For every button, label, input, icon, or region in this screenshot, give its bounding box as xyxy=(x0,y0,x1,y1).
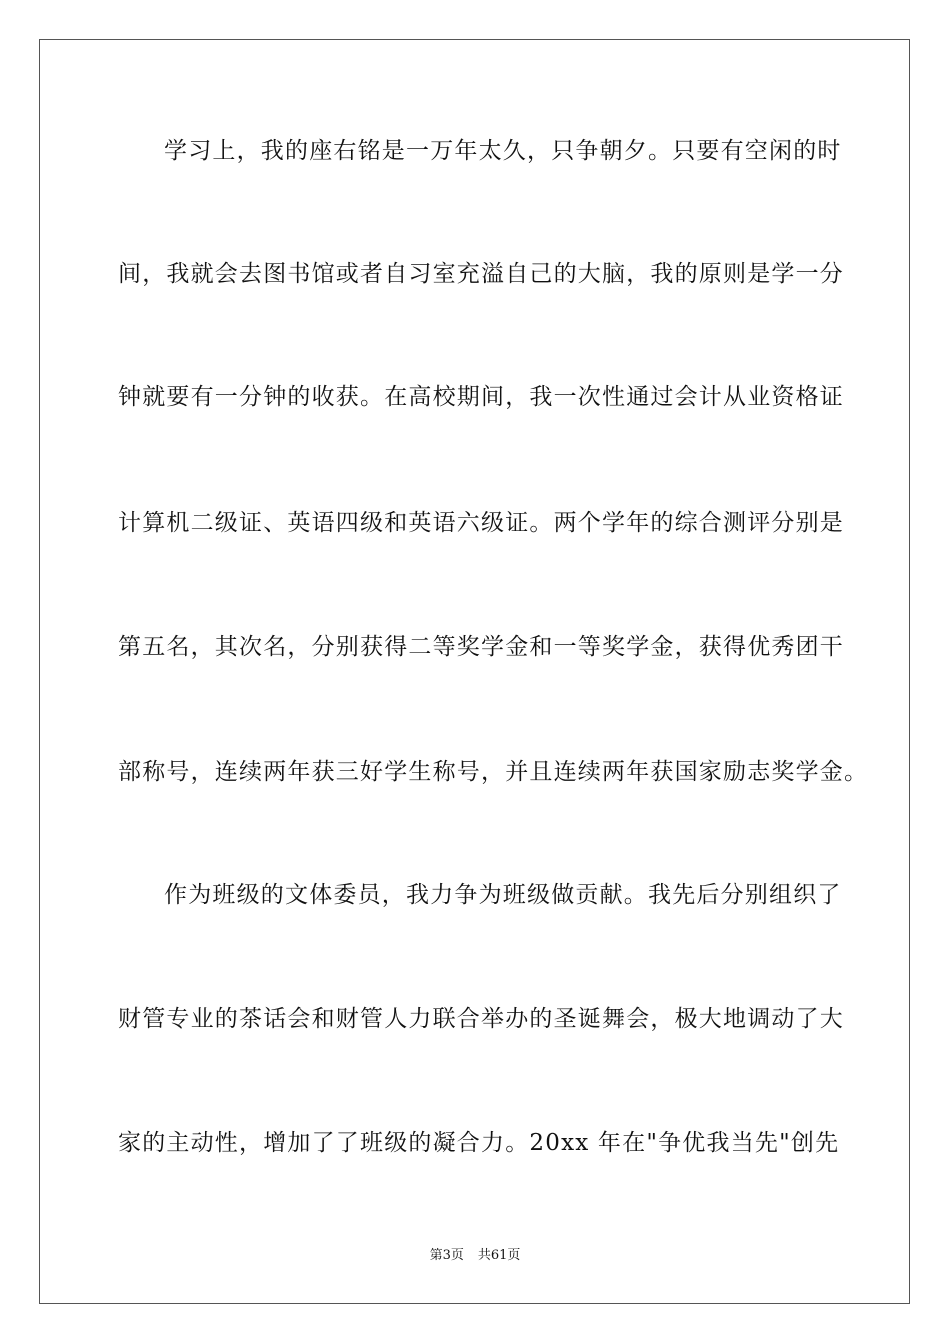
paragraph-1-line-2: 间，我就会去图书馆或者自习室充溢自己的大脑，我的原则是学一分 xyxy=(118,261,844,287)
paragraph-1-line-6: 部称号，连续两年获三好学生称号，并且连续两年获国家励志奖学金。 xyxy=(118,759,869,785)
paragraph-2-line-2: 财管专业的茶话会和财管人力联合举办的圣诞舞会，极大地调动了大 xyxy=(118,1006,844,1032)
page-number: 第3页 xyxy=(429,1248,464,1263)
paragraph-1-line-5: 第五名，其次名，分别获得二等奖学金和一等奖学金，获得优秀团干 xyxy=(118,634,844,660)
paragraph-1-line-1: 学习上，我的座右铭是一万年太久，只争朝夕。只要有空闲的时 xyxy=(164,138,842,164)
page-footer xyxy=(0,1247,950,1265)
total-pages: 共61页 xyxy=(477,1248,521,1263)
paragraph-1-line-4: 计算机二级证、英语四级和英语六级证。两个学年的综合测评分别是 xyxy=(118,510,844,536)
paragraph-2-line-1: 作为班级的文体委员，我力争为班级做贡献。我先后分别组织了 xyxy=(164,882,842,908)
paragraph-1-line-3: 钟就要有一分钟的收获。在高校期间，我一次性通过会计从业资格证 xyxy=(118,384,844,410)
page-border xyxy=(39,39,910,1304)
paragraph-2-line-3: 家的主动性，增加了了班级的凝合力。20xx 年在"争优我当先"创先 xyxy=(118,1130,840,1156)
